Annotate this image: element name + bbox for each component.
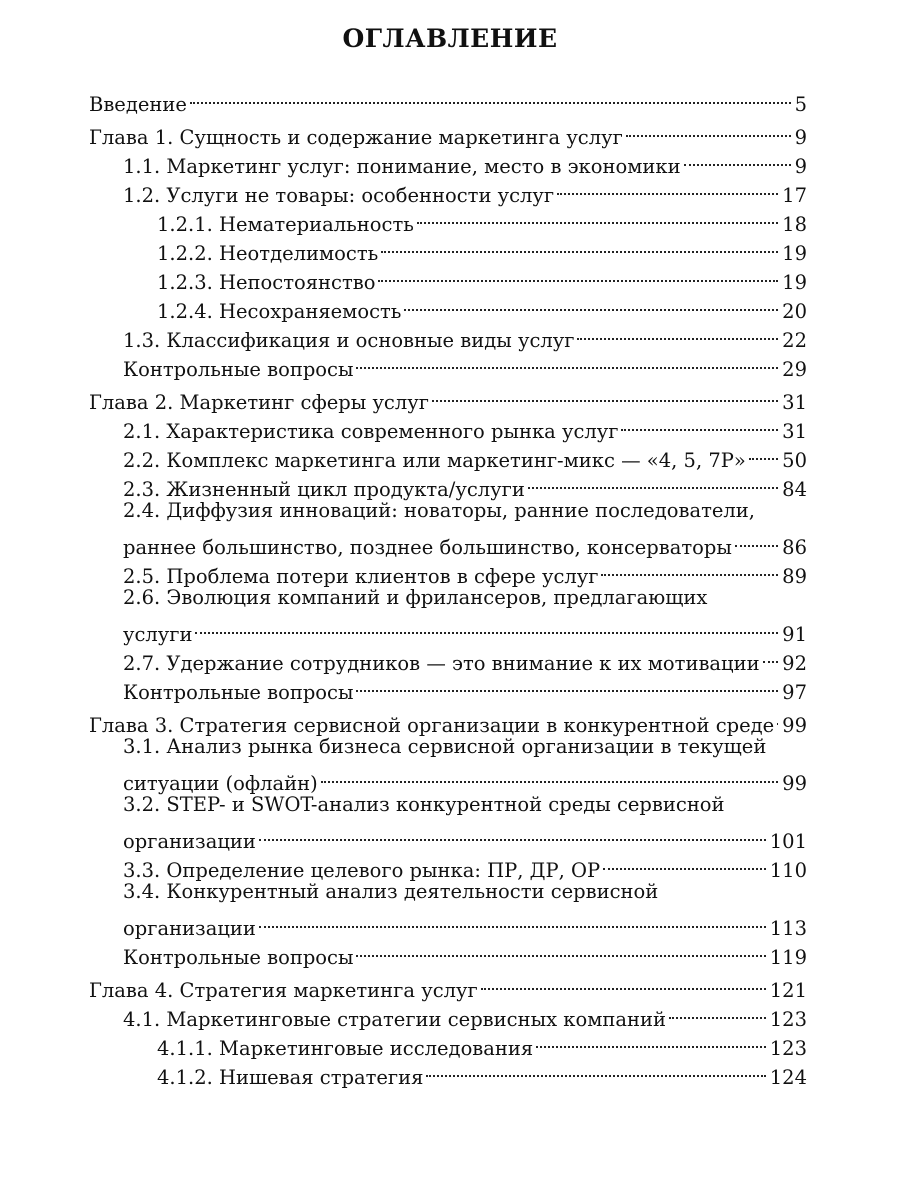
toc-entry[interactable] (89, 583, 807, 646)
toc-entry-text: 1.2. Услуги не товары: особенности услуг (123, 184, 555, 207)
dot-leader (684, 144, 791, 173)
toc-entry-text: 2.1. Характеристика современного рынка услуг (123, 420, 619, 443)
dot-leader (378, 260, 778, 289)
dot-leader (404, 289, 778, 318)
dot-leader (356, 935, 765, 964)
toc-page-number: 31 (782, 420, 807, 443)
toc-entry-text: организации (123, 917, 256, 940)
toc-entry[interactable] (89, 380, 807, 414)
toc-page-number: 50 (782, 449, 807, 472)
toc-entry-text-first-line: 2.6. Эволюция компаний и фрилансеров, предлагающих (123, 586, 708, 609)
dot-leader (321, 761, 778, 790)
toc-entry-text-first-line: 3.4. Конкурентный анализ деятельности сервисной (123, 880, 659, 903)
toc-entry[interactable] (89, 144, 807, 178)
toc-page-number: 17 (782, 184, 807, 207)
toc-entry[interactable] (89, 935, 807, 969)
toc-page-number: 119 (769, 946, 807, 969)
toc-entry[interactable] (89, 1026, 807, 1060)
toc-entry-text: 2.7. Удержание сотрудников — это внимание к их мотивации (123, 652, 760, 675)
dot-leader (356, 670, 778, 699)
dot-leader (426, 1055, 765, 1084)
toc-entry-text: Глава 2. Маркетинг сферы услуг (89, 391, 429, 414)
page-title: ОГЛАВЛЕНИЕ (342, 24, 558, 53)
toc-page-number: 84 (782, 478, 807, 501)
toc-entry[interactable] (89, 409, 807, 443)
toc-entry-text: 2.3. Жизненный цикл продукта/услуги (123, 478, 525, 501)
toc-entry-text: Глава 3. Стратегия сервисной организации в конкурентной среде (89, 714, 775, 737)
toc-entry-text: 1.2.1. Нематериальность (157, 213, 414, 236)
toc-page-number: 29 (782, 358, 807, 381)
toc-entry-text: 1.2.3. Непостоянство (157, 271, 376, 294)
toc-entry[interactable] (89, 438, 807, 472)
toc-entry[interactable] (89, 467, 807, 501)
toc-entry[interactable] (89, 496, 807, 559)
toc-entry[interactable] (89, 554, 807, 588)
dot-leader (557, 173, 778, 202)
dot-leader (259, 906, 766, 935)
toc-entry-text: организации (123, 830, 256, 853)
toc-entry-text: Глава 1. Сущность и содержание маркетинга услуг (89, 126, 623, 149)
dot-leader (528, 467, 778, 496)
toc-page-number: 91 (782, 623, 807, 646)
toc-entry-text: 2.2. Комплекс маркетинга или маркетинг-микс — «4, 5, 7P» (123, 449, 746, 472)
toc-page-number: 113 (769, 917, 807, 940)
toc-entry[interactable] (89, 790, 807, 853)
toc-entry-text: ситуации (офлайн) (123, 772, 318, 795)
toc-page-number: 99 (782, 714, 807, 737)
toc-entry-text: услуги (123, 623, 193, 646)
toc-entry-text-first-line: 3.1. Анализ рынка бизнеса сервисной организации в текущей (123, 735, 767, 758)
dot-leader (669, 997, 766, 1026)
toc-entry-text: Введение (89, 93, 187, 116)
toc-entry[interactable] (89, 231, 807, 265)
toc-entry-text: Контрольные вопросы (123, 946, 354, 969)
toc-page-number: 123 (769, 1008, 807, 1031)
dot-leader (381, 231, 778, 260)
dot-leader (763, 641, 779, 670)
dot-leader (417, 202, 778, 231)
dot-leader (432, 380, 778, 409)
toc-page-number: 101 (769, 830, 807, 853)
dot-leader (356, 347, 778, 376)
toc-page-number: 18 (782, 213, 807, 236)
toc-page-number: 121 (769, 979, 807, 1002)
dot-leader (601, 554, 778, 583)
dot-leader (195, 612, 778, 641)
toc-entry[interactable] (89, 848, 807, 882)
toc-entry[interactable] (89, 703, 807, 737)
toc-page-number: 89 (782, 565, 807, 588)
toc-page-number: 19 (782, 242, 807, 265)
toc-entry-text: 1.1. Маркетинг услуг: понимание, место в экономики (123, 155, 681, 178)
toc-entry[interactable] (89, 997, 807, 1031)
toc-entry-text-first-line: 2.4. Диффузия инноваций: новаторы, ранние последователи, (123, 499, 755, 522)
toc-entry-text-first-line: 3.2. STEP- и SWOT-анализ конкурентной среды сервисной (123, 793, 725, 816)
toc-page-number: 92 (782, 652, 807, 675)
toc-page-number: 86 (782, 536, 807, 559)
toc-entry[interactable] (89, 968, 807, 1002)
toc-page-number: 5 (794, 93, 807, 116)
toc-entry-text: 1.3. Классификация и основные виды услуг (123, 329, 575, 352)
toc-entry[interactable] (89, 260, 807, 294)
toc-entry[interactable] (89, 289, 807, 323)
toc-entry[interactable] (89, 347, 807, 381)
dot-leader (577, 318, 778, 347)
toc-entry[interactable] (89, 318, 807, 352)
toc-entry[interactable] (89, 641, 807, 675)
dot-leader (621, 409, 778, 438)
toc-entry-text: 4.1.2. Нишевая стратегия (157, 1066, 424, 1089)
toc-page-number: 22 (782, 329, 807, 352)
toc-page-number: 123 (769, 1037, 807, 1060)
toc-entry-text: 4.1.1. Маркетинговые исследования (157, 1037, 534, 1060)
toc-page-number: 99 (782, 772, 807, 795)
toc-entry-text: Контрольные вопросы (123, 358, 354, 381)
toc-entry[interactable] (89, 1055, 807, 1089)
dot-leader (481, 968, 766, 997)
toc-entry[interactable] (89, 202, 807, 236)
toc-entry-text: Контрольные вопросы (123, 681, 354, 704)
table-of-contents (89, 82, 807, 1089)
toc-page-number: 110 (769, 859, 807, 882)
toc-entry[interactable] (89, 670, 807, 704)
toc-entry-text: Глава 4. Стратегия маркетинга услуг (89, 979, 478, 1002)
toc-page-number: 9 (794, 155, 807, 178)
toc-page-number: 20 (782, 300, 807, 323)
dot-leader (259, 819, 766, 848)
toc-entry-text: 3.3. Определение целевого рынка: ПР, ДР, ОР (123, 859, 601, 882)
toc-entry[interactable] (89, 877, 807, 940)
toc-entry-text: раннее большинство, позднее большинство, консерваторы (123, 536, 732, 559)
toc-entry[interactable] (89, 732, 807, 795)
toc-entry[interactable] (89, 82, 807, 116)
toc-page-number: 31 (782, 391, 807, 414)
toc-entry[interactable] (89, 115, 807, 149)
toc-page-number: 9 (794, 126, 807, 149)
toc-entry-text: 4.1. Маркетинговые стратегии сервисных компаний (123, 1008, 667, 1031)
dot-leader (749, 438, 778, 467)
dot-leader (190, 82, 791, 111)
toc-entry-text: 1.2.4. Несохраняемость (157, 300, 402, 323)
toc-page-number: 124 (769, 1066, 807, 1089)
dot-leader (777, 703, 778, 732)
toc-page-number: 19 (782, 271, 807, 294)
dot-leader (626, 115, 791, 144)
toc-entry-text: 1.2.2. Неотделимость (157, 242, 379, 265)
dot-leader (735, 525, 778, 554)
toc-entry-text: 2.5. Проблема потери клиентов в сфере услуг (123, 565, 599, 588)
toc-page-number: 97 (782, 681, 807, 704)
dot-leader (536, 1026, 766, 1055)
toc-entry[interactable] (89, 173, 807, 207)
dot-leader (603, 848, 766, 877)
